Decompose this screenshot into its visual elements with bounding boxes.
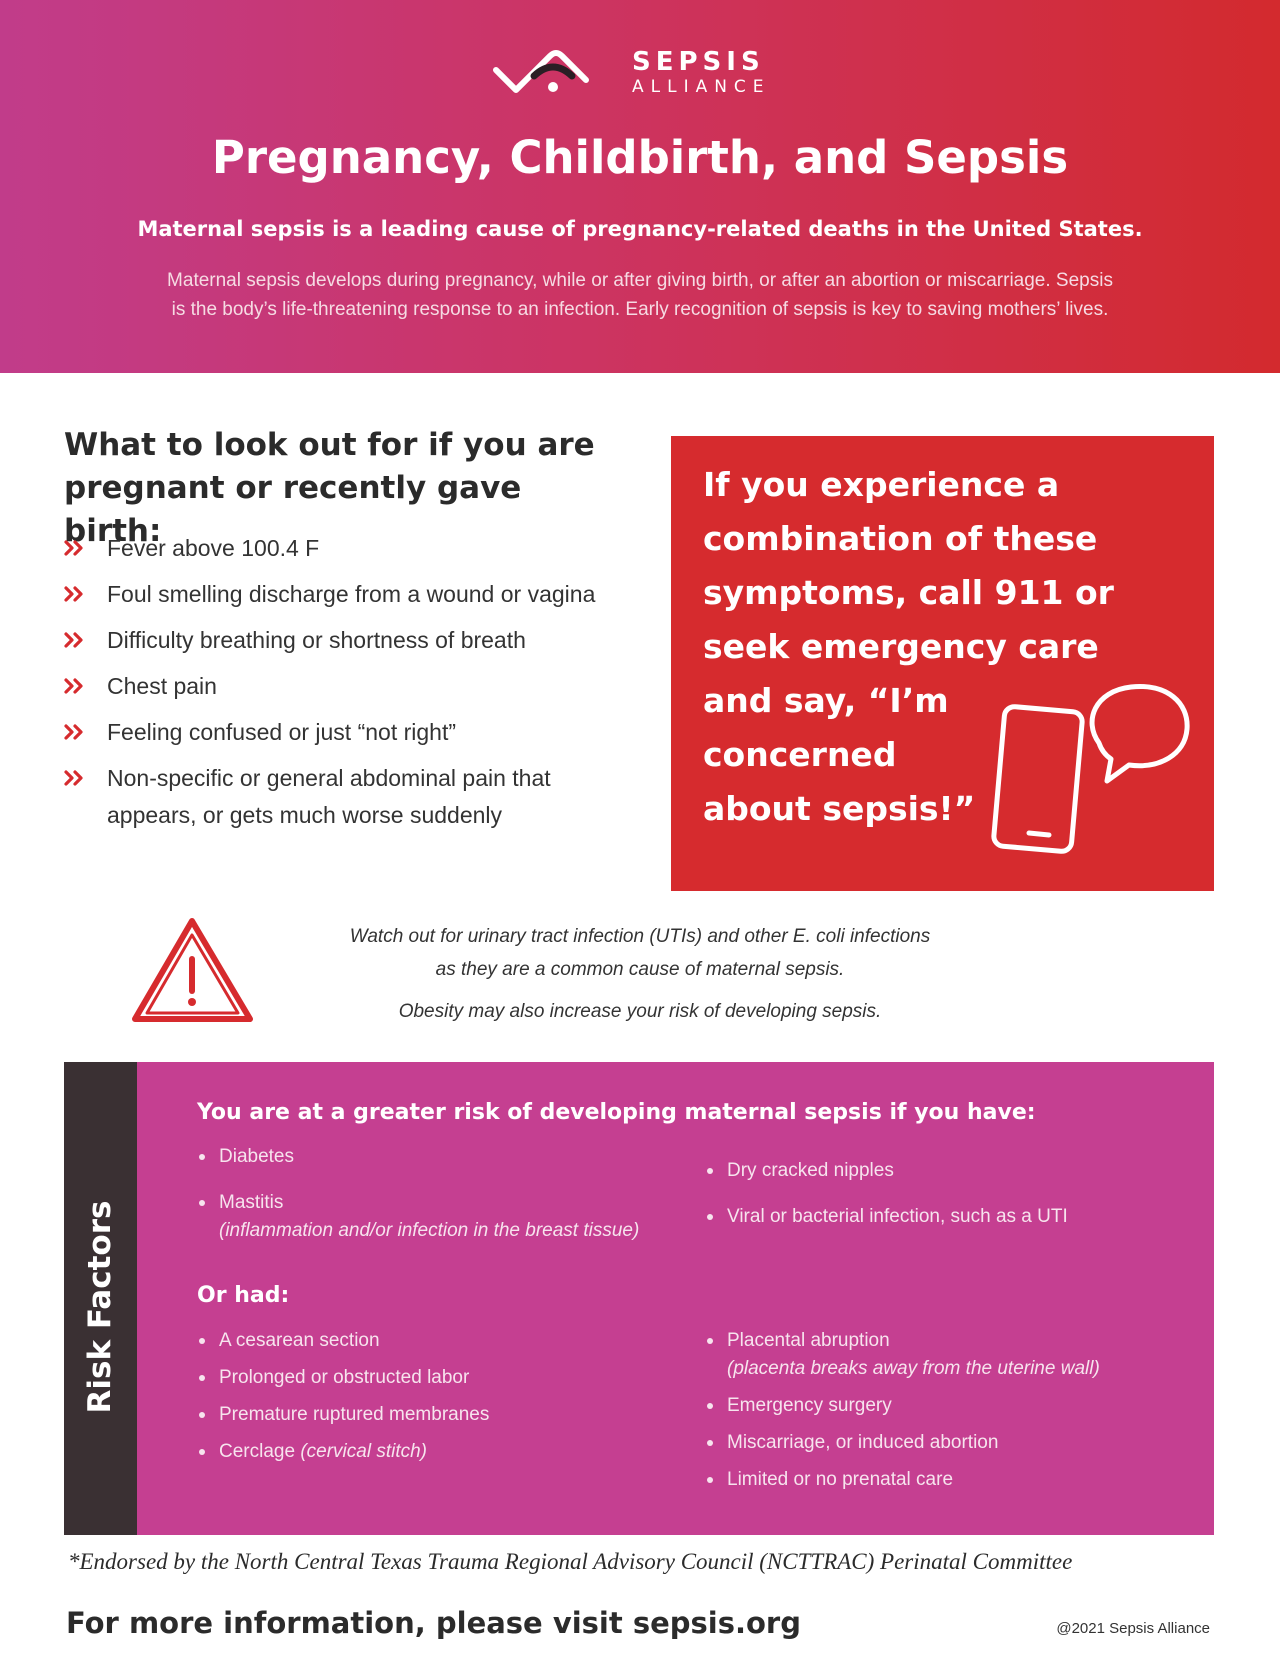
- symptom-list: [64, 530, 664, 843]
- copyright-text: @2021 Sepsis Alliance: [1056, 1620, 1210, 1637]
- warning-line: Obesity may also increase your risk of developing sepsis.: [398, 1001, 882, 1022]
- symptom-text: Foul smelling discharge from a wound or vagina: [107, 581, 596, 607]
- risk-item-note: (inflammation and/or infection in the breast tissue): [219, 1220, 640, 1241]
- chevron-double-right-icon: [64, 631, 86, 649]
- risk-item: [198, 1364, 698, 1392]
- symptom-text-continued: appears, or gets much worse suddenly: [107, 802, 503, 828]
- risk-item: [198, 1401, 698, 1429]
- sepsis-alliance-logo-icon: [490, 44, 620, 104]
- page-subtitle: Maternal sepsis is a leading cause of pregnancy-related deaths in the United States.: [137, 217, 1143, 241]
- phone-chat-icon: [991, 681, 1191, 856]
- symptom-text: Chest pain: [107, 673, 217, 699]
- symptom-item: [64, 622, 664, 659]
- risk-item-note: (placenta breaks away from the uterine wall): [727, 1358, 1100, 1379]
- risk-heading: You are at a greater risk of developing maternal sepsis if you have:: [197, 1100, 1036, 1125]
- risk-item-text: Limited or no prenatal care: [727, 1469, 954, 1490]
- risk-item-text: Mastitis: [219, 1192, 284, 1213]
- risk-item-text: Emergency surgery: [727, 1395, 892, 1416]
- risk-item-text: Dry cracked nipples: [727, 1160, 894, 1181]
- chevron-double-right-icon: [64, 539, 86, 557]
- lookout-heading-line: What to look out for if you are: [64, 427, 595, 463]
- symptom-item: [64, 760, 664, 834]
- or-had-heading: Or had:: [197, 1283, 290, 1308]
- risk-item: [706, 1392, 1186, 1420]
- risk-item: [198, 1189, 698, 1245]
- warning-text: [270, 920, 1010, 1028]
- lookout-heading-line: pregnant or recently gave birth:: [64, 470, 522, 549]
- callout-line: and say, “I’m: [703, 681, 949, 720]
- risk-item-text: Diabetes: [219, 1146, 294, 1167]
- risk-have-list-right: [706, 1157, 1186, 1249]
- risk-had-list-right: [706, 1327, 1186, 1503]
- logo-line-alliance: ALLIANCE: [632, 77, 771, 97]
- risk-item-text: Placental abruption: [727, 1330, 890, 1351]
- chevron-double-right-icon: [64, 677, 86, 695]
- risk-item: [706, 1429, 1186, 1457]
- risk-item-text: Miscarriage, or induced abortion: [727, 1432, 999, 1453]
- logo-wordmark: [632, 48, 771, 98]
- sepsis-alliance-logo[interactable]: [490, 44, 790, 104]
- page-title: Pregnancy, Childbirth, and Sepsis: [211, 131, 1069, 184]
- risk-item: [198, 1438, 698, 1466]
- risk-have-list-left: [198, 1143, 698, 1263]
- endorsement-note: *Endorsed by the North Central Texas Trauma Regional Advisory Council (NCTTRAC) Perinatal Committee: [68, 1549, 1073, 1574]
- risk-item: [198, 1327, 698, 1355]
- risk-factors-label: Risk Factors: [82, 1200, 118, 1414]
- callout-line: concerned: [703, 735, 897, 774]
- chevron-double-right-icon: [64, 769, 86, 787]
- symptom-text: Difficulty breathing or shortness of breath: [107, 627, 526, 653]
- risk-item: [706, 1157, 1186, 1185]
- logo-line-sepsis: SEPSIS: [632, 47, 765, 77]
- risk-had-list-left: [198, 1327, 698, 1475]
- risk-item: [198, 1143, 698, 1171]
- intro-paragraph: [110, 266, 1170, 324]
- callout-line: combination of these: [703, 519, 1098, 558]
- warning-line: Watch out for urinary tract infection (UTIs) and other E. coli infections: [349, 926, 931, 947]
- warning-line: as they are a common cause of maternal sepsis.: [435, 959, 845, 980]
- symptom-text: Non-specific or general abdominal pain that: [107, 765, 551, 791]
- symptom-text: Fever above 100.4 F: [107, 535, 320, 561]
- symptom-item: [64, 714, 664, 751]
- risk-item-note: (cervical stitch): [300, 1441, 428, 1462]
- risk-item: [706, 1327, 1186, 1383]
- symptom-item: [64, 530, 664, 567]
- callout-line: about sepsis!”: [703, 789, 976, 828]
- callout-line: seek emergency care: [703, 627, 1099, 666]
- risk-item-text: A cesarean section: [219, 1330, 380, 1351]
- warning-triangle-icon: [130, 915, 255, 1027]
- risk-factors-tab: [64, 1062, 137, 1535]
- intro-line: Maternal sepsis develops during pregnancy, while or after giving birth, or after an abortion or miscarriage. Sepsis: [167, 270, 1113, 291]
- more-info-link[interactable]: For more information, please visit sepsis.org: [66, 1606, 801, 1640]
- symptom-text: Feeling confused or just “not right”: [107, 719, 457, 745]
- callout-line: symptoms, call 911 or: [703, 573, 1114, 612]
- header-banner: [0, 0, 1280, 373]
- risk-item: [706, 1466, 1186, 1494]
- intro-line: is the body’s life-threatening response to an infection. Early recognition of sepsis is key to saving mothers’ lives.: [171, 299, 1109, 320]
- emergency-callout: [671, 436, 1214, 891]
- chevron-double-right-icon: [64, 585, 86, 603]
- risk-item-text: Premature ruptured membranes: [219, 1404, 490, 1425]
- symptom-item: [64, 668, 664, 705]
- risk-factors-box: [64, 1062, 1214, 1535]
- callout-line: If you experience a: [703, 465, 1060, 504]
- risk-item: [706, 1203, 1186, 1231]
- symptom-item: [64, 576, 664, 613]
- risk-item-text: Viral or bacterial infection, such as a UTI: [727, 1206, 1068, 1227]
- risk-item-text: Prolonged or obstructed labor: [219, 1367, 470, 1388]
- risk-item-text: Cerclage: [219, 1441, 296, 1462]
- chevron-double-right-icon: [64, 723, 86, 741]
